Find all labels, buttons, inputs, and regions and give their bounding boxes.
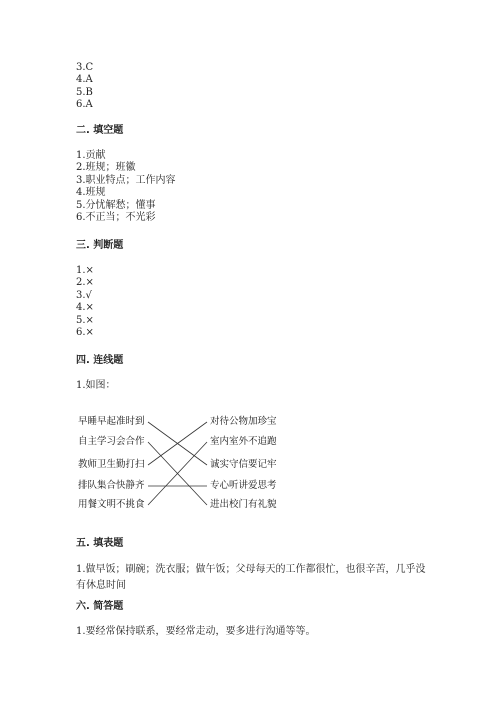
fill-blank-answer: 6.不正当；不光彩 (76, 212, 156, 224)
judge-answer: 3.√ (76, 289, 92, 301)
matching-right-item: 诚实守信要记牢 (210, 459, 277, 470)
choice-answer: 5.B (76, 86, 93, 98)
matching-left-item: 自主学习会合作 (78, 436, 145, 447)
short-answer-text: 1.要经常保持联系，要经常走动，要多进行沟通等等。 (76, 626, 316, 637)
matching-right-item: 对待公物加珍宝 (210, 416, 277, 427)
matching-diagram (76, 414, 286, 514)
matching-right-item: 专心听讲爱思考 (210, 480, 277, 491)
matching-intro: 1.如图： (76, 380, 116, 391)
fill-blank-answers (76, 150, 176, 224)
judge-answer: 6.× (76, 327, 94, 339)
fill-blank-answer: 4.班规 (76, 187, 106, 199)
choice-answers (76, 62, 93, 112)
matching-right-item: 室内室外不追跑 (210, 436, 277, 447)
matching-left-item: 教师卫生勤打扫 (78, 459, 145, 470)
matching-left-item: 排队集合快静齐 (78, 480, 145, 491)
matching-right-item: 进出校门有礼貌 (210, 499, 277, 510)
short-answer-heading: 六. 简答题 (76, 601, 124, 612)
choice-answer: 4.A (76, 74, 93, 86)
fill-blank-answer: 2.班规；班徽 (76, 162, 136, 174)
judge-heading: 三. 判断题 (76, 240, 124, 251)
judge-answers (76, 265, 94, 339)
matching-heading: 四. 连线题 (76, 355, 124, 366)
choice-answer: 3.C (76, 62, 94, 73)
fill-blank-answer: 3.职业特点；工作内容 (76, 174, 176, 186)
table-fill-heading: 五. 填表题 (76, 538, 124, 549)
choice-answer: 6.A (76, 99, 93, 111)
table-fill-answer: 1.做早饭；刷碗；洗衣服；做午饭；父母每天的工作都很忙，也很辛苦，几乎没有休息时间 (76, 564, 426, 591)
fill-blank-heading: 二. 填空题 (76, 125, 124, 136)
judge-answer: 5.× (76, 314, 94, 326)
fill-blank-answer: 1.贡献 (76, 150, 106, 161)
judge-answer: 1.× (76, 265, 94, 276)
matching-left-item: 早睡早起准时到 (78, 416, 145, 427)
judge-answer: 2.× (76, 277, 94, 289)
fill-blank-answer: 5.分忧解愁；懂事 (76, 199, 156, 211)
matching-left-item: 用餐文明不挑食 (78, 499, 145, 510)
judge-answer: 4.× (76, 302, 94, 314)
